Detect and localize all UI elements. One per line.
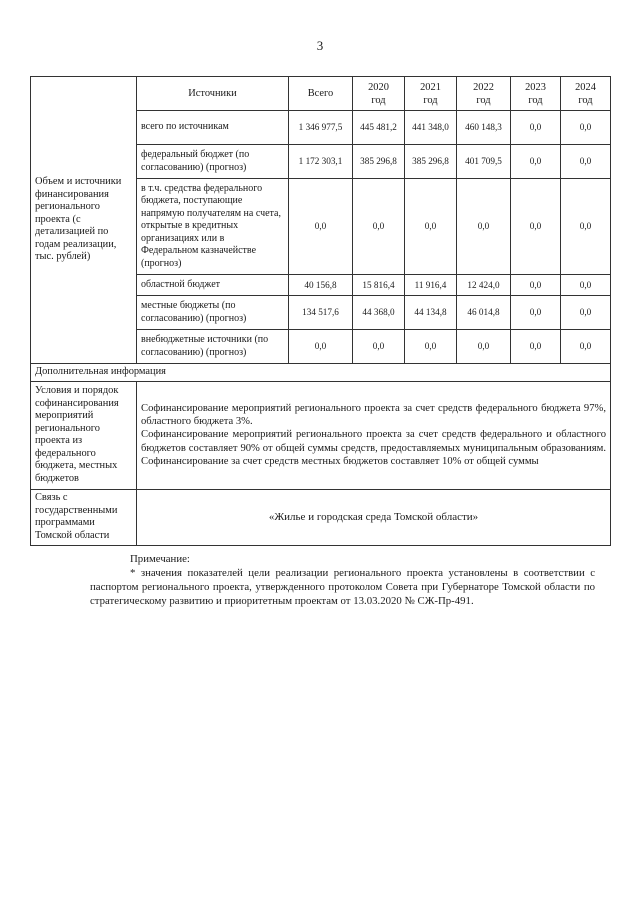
additional-info-heading: Дополнительная информация (31, 364, 611, 382)
cell-2023: 0,0 (511, 275, 561, 296)
cell-2023: 0,0 (511, 296, 561, 330)
cell-2023: 0,0 (511, 179, 561, 275)
header-year-2021: 2021 год (405, 77, 457, 111)
cell-2021: 385 296,8 (405, 145, 457, 179)
programs-value: «Жилье и городская среда Томской области» (137, 489, 611, 545)
footnote-text: * значения показателей цели реализации регионального проекта установлены в соответствии с паспортом регионального проекта, утвержденного протоколом Совета при Губернаторе Томской области по стратегическому развитию и приоритетным проектам от 13.03.2020 № СЖ-Пр-491. (90, 567, 595, 607)
cell-total: 1 172 303,1 (289, 145, 353, 179)
cell-2021: 44 134,8 (405, 296, 457, 330)
cell-2020: 0,0 (353, 330, 405, 364)
conditions-paragraph-2: Софинансирование мероприятий регионального проекта за счет средств федерального и областного бюджетов составляет 90% от общей суммы средств, предоставляемых муниципальным образованиям. Софинансирование за счет средств местных бюджетов составляет 10% от общей суммы (141, 429, 606, 467)
source-label: местные бюджеты (по согласованию) (прогноз) (137, 296, 289, 330)
header-year-2022: 2022 год (457, 77, 511, 111)
cell-2022: 460 148,3 (457, 111, 511, 145)
cell-total: 0,0 (289, 179, 353, 275)
cell-total: 1 346 977,5 (289, 111, 353, 145)
programs-row (31, 489, 611, 545)
financing-label: Объем и источники финансирования регионального проекта (с детализацией по годам реализации, тыс. рублей) (31, 77, 137, 364)
cell-2021: 441 348,0 (405, 111, 457, 145)
additional-info-row (31, 364, 611, 382)
header-sources: Источники (137, 77, 289, 111)
footnote (90, 552, 595, 608)
cell-2020: 0,0 (353, 179, 405, 275)
cell-total: 134 517,6 (289, 296, 353, 330)
cell-2023: 0,0 (511, 145, 561, 179)
cell-2021: 11 916,4 (405, 275, 457, 296)
cell-total: 40 156,8 (289, 275, 353, 296)
header-year-2023: 2023 год (511, 77, 561, 111)
header-year-2024: 2024 год (561, 77, 611, 111)
cell-2020: 385 296,8 (353, 145, 405, 179)
source-label: в т.ч. средства федерального бюджета, поступающие напрямую получателям на счета, открытые в кредитных организациях или в Федеральном казначействе (прогноз) (137, 179, 289, 275)
footnote-title: Примечание: (130, 553, 190, 565)
cell-total: 0,0 (289, 330, 353, 364)
cell-2021: 0,0 (405, 179, 457, 275)
conditions-label: Условия и порядок софинансирования мероприятий регионального проекта из федерального бюджета, местных бюджетов (31, 381, 137, 489)
cell-2022: 0,0 (457, 179, 511, 275)
page-number: 3 (316, 38, 324, 53)
cell-2024: 0,0 (561, 111, 611, 145)
header-year-2020: 2020 год (353, 77, 405, 111)
programs-label: Связь с государственными программами Томской области (31, 489, 137, 545)
source-label: областной бюджет (137, 275, 289, 296)
cell-2020: 15 816,4 (353, 275, 405, 296)
cell-2024: 0,0 (561, 179, 611, 275)
cell-2024: 0,0 (561, 275, 611, 296)
source-label: федеральный бюджет (по согласованию) (прогноз) (137, 145, 289, 179)
conditions-paragraph-1: Софинансирование мероприятий регионального проекта за счет средств федерального бюджета 97%, областного бюджета 3%. (141, 402, 606, 428)
conditions-text (137, 381, 611, 489)
cell-2020: 44 368,0 (353, 296, 405, 330)
cell-2021: 0,0 (405, 330, 457, 364)
table-header-row (31, 77, 611, 111)
header-total: Всего (289, 77, 353, 111)
cell-2020: 445 481,2 (353, 111, 405, 145)
cell-2022: 46 014,8 (457, 296, 511, 330)
cell-2024: 0,0 (561, 145, 611, 179)
cell-2024: 0,0 (561, 330, 611, 364)
cell-2022: 401 709,5 (457, 145, 511, 179)
financing-table (30, 76, 611, 546)
cell-2024: 0,0 (561, 296, 611, 330)
cell-2022: 12 424,0 (457, 275, 511, 296)
conditions-row (31, 381, 611, 489)
cell-2022: 0,0 (457, 330, 511, 364)
cell-2023: 0,0 (511, 111, 561, 145)
cell-2023: 0,0 (511, 330, 561, 364)
source-label: всего по источникам (137, 111, 289, 145)
source-label: внебюджетные источники (по согласованию) (прогноз) (137, 330, 289, 364)
